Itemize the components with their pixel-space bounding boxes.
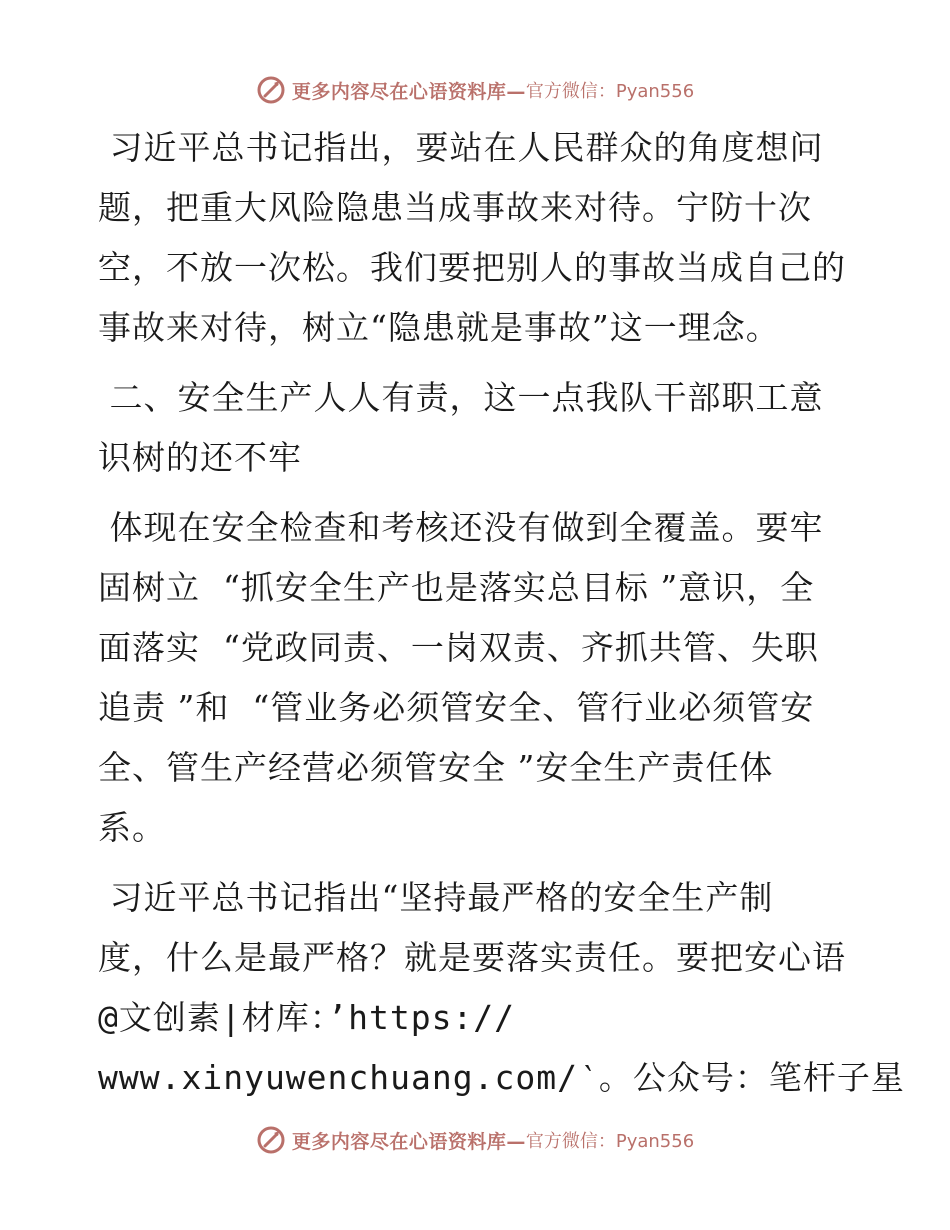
text-line: 系。: [98, 808, 166, 847]
text-line: 识树的还不牢: [98, 438, 302, 477]
text-line-url: www.xinyuwenchuang.com/‵。公众号：笔杆子星: [98, 1058, 905, 1097]
document-body: [98, 126, 905, 1126]
text-line: 追责 ”和 “管业务必须管安全、管行业必须管安: [98, 688, 815, 727]
paragraph-2-heading: [98, 376, 858, 480]
paragraph-1: [98, 126, 858, 350]
text-line: 体现在安全检查和考核还没有做到全覆盖。要牢: [98, 508, 824, 547]
text-line: 题，把重大风险隐患当成事故来对待。宁防十次: [98, 188, 812, 227]
text-line: 习近平总书记指出，要站在人民群众的角度想问: [98, 128, 824, 167]
brush-logo-icon: [256, 75, 286, 105]
header-banner-wechat: 官方微信：Pyan556: [525, 81, 695, 102]
text-line: 事故来对待，树立“隐患就是事故”这一理念。: [98, 308, 780, 347]
text-line: 习近平总书记指出“坚持最严格的安全生产制: [98, 878, 774, 917]
footer-banner-wechat: 官方微信：Pyan556: [525, 1131, 695, 1152]
text-line: 全、管生产经营必须管安全 ”安全生产责任体: [98, 748, 774, 787]
text-line: 二、安全生产人人有责，这一点我队干部职工意: [98, 378, 824, 417]
header-banner-text: 更多内容尽在心语资料库—: [291, 80, 526, 103]
footer-watermark-banner: [0, 1120, 950, 1160]
text-line: 空，不放一次松。我们要把别人的事故当成自己的: [98, 248, 846, 287]
text-line: 度，什么是最严格？就是要落实责任。要把安心语: [98, 938, 846, 977]
header-watermark-banner: [0, 70, 950, 110]
text-line-url: @文创素|材库：’https://: [98, 998, 516, 1037]
footer-banner-text: 更多内容尽在心语资料库—: [291, 1130, 526, 1153]
text-line: 面落实 “党政同责、一岗双责、齐抓共管、失职: [98, 628, 819, 667]
paragraph-3: [98, 506, 858, 850]
text-line: 固树立 “抓安全生产也是落实总目标 ”意识，全: [98, 568, 815, 607]
brush-logo-icon: [256, 1125, 286, 1155]
paragraph-4: [98, 876, 905, 1100]
